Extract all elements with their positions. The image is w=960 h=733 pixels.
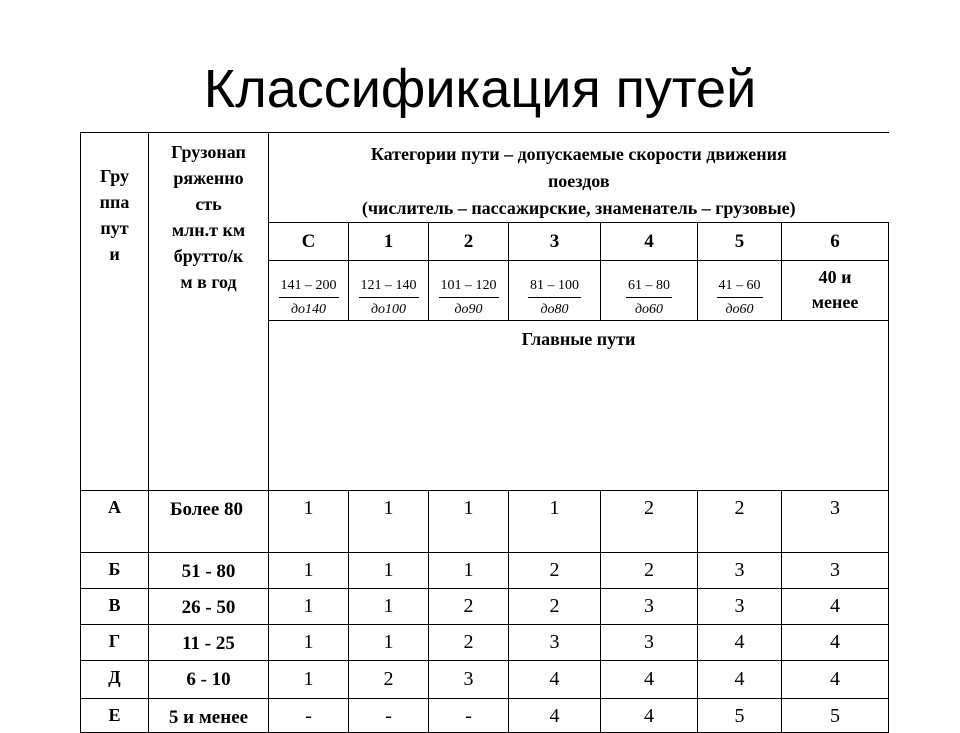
value-cell: 4 <box>782 625 889 661</box>
group-cell: Б <box>81 553 149 589</box>
speed-cell: $\frac{141 - 200}{до140}$ <box>269 261 349 321</box>
value-cell: 1 <box>509 491 601 553</box>
value-cell: 1 <box>269 589 349 625</box>
track-classification-table <box>80 132 889 733</box>
value-cell: 4 <box>509 699 601 733</box>
value-cell: 3 <box>698 553 782 589</box>
value-cell: 2 <box>601 491 698 553</box>
table-row <box>81 661 889 699</box>
value-cell: 2 <box>349 661 429 699</box>
load-cell: 6 - 10 <box>149 661 269 699</box>
category-cell: 6 <box>782 223 889 261</box>
value-cell: 1 <box>269 661 349 699</box>
value-cell: 2 <box>509 589 601 625</box>
value-cell: 5 <box>782 699 889 733</box>
value-cell: 4 <box>782 661 889 699</box>
category-cell: 3 <box>509 223 601 261</box>
value-cell: - <box>269 699 349 733</box>
table-row <box>81 553 889 589</box>
value-cell: 4 <box>601 699 698 733</box>
value-cell: 1 <box>429 553 509 589</box>
value-cell: 4 <box>782 589 889 625</box>
value-cell: 1 <box>269 491 349 553</box>
table-row <box>81 699 889 733</box>
slide-title: Классификация путей <box>203 59 757 119</box>
value-cell: - <box>349 699 429 733</box>
value-cell: 3 <box>601 589 698 625</box>
categories-header: Категории пути – допускаемые скорости движения поездов (числитель – пассажирские, знаменатель – грузовые) <box>269 133 889 223</box>
value-cell: 3 <box>509 625 601 661</box>
value-cell: 1 <box>429 491 509 553</box>
group-cell: Е <box>81 699 149 733</box>
load-cell: 11 - 25 <box>149 625 269 661</box>
load-cell: 26 - 50 <box>149 589 269 625</box>
value-cell: 5 <box>698 699 782 733</box>
table-row <box>81 625 889 661</box>
value-cell: 3 <box>782 553 889 589</box>
main-tracks-label: Главные пути <box>269 321 889 491</box>
value-cell: 3 <box>698 589 782 625</box>
speed-cell: $\frac{121 - 140}{до100}$ <box>349 261 429 321</box>
group-header: Гру ппа пут и <box>81 133 149 491</box>
value-cell: 1 <box>349 589 429 625</box>
value-cell: 1 <box>349 625 429 661</box>
value-cell: 2 <box>601 553 698 589</box>
value-cell: 2 <box>429 589 509 625</box>
load-cell: 51 - 80 <box>149 553 269 589</box>
value-cell: 4 <box>601 661 698 699</box>
table-row <box>81 589 889 625</box>
category-cell: С <box>269 223 349 261</box>
value-cell: 1 <box>349 491 429 553</box>
speed-cell: $\frac{81 - 100}{до80}$ <box>509 261 601 321</box>
value-cell: 3 <box>601 625 698 661</box>
load-cell: 5 и менее <box>149 699 269 733</box>
value-cell: 4 <box>698 661 782 699</box>
load-header: Грузонап ряженно сть млн.т км брутто/к м в год <box>149 133 269 491</box>
load-cell: Более 80 <box>149 491 269 553</box>
value-cell: 2 <box>429 625 509 661</box>
table-row <box>81 491 889 553</box>
speed-cell-last: 40 и менее <box>782 261 889 321</box>
value-cell: 1 <box>349 553 429 589</box>
speed-cell: $\frac{61 - 80}{до60}$ <box>601 261 698 321</box>
category-cell: 1 <box>349 223 429 261</box>
value-cell: 3 <box>782 491 889 553</box>
category-cell: 2 <box>429 223 509 261</box>
category-cell: 4 <box>601 223 698 261</box>
group-cell: Д <box>81 661 149 699</box>
speed-cell: $\frac{101 - 120}{до90}$ <box>429 261 509 321</box>
value-cell: 3 <box>429 661 509 699</box>
speed-cell: $\frac{41 - 60}{до60}$ <box>698 261 782 321</box>
value-cell: - <box>429 699 509 733</box>
value-cell: 2 <box>698 491 782 553</box>
value-cell: 1 <box>269 625 349 661</box>
value-cell: 2 <box>509 553 601 589</box>
group-cell: В <box>81 589 149 625</box>
group-cell: Г <box>81 625 149 661</box>
value-cell: 1 <box>269 553 349 589</box>
value-cell: 4 <box>509 661 601 699</box>
value-cell: 4 <box>698 625 782 661</box>
category-cell: 5 <box>698 223 782 261</box>
group-cell: А <box>81 491 149 553</box>
